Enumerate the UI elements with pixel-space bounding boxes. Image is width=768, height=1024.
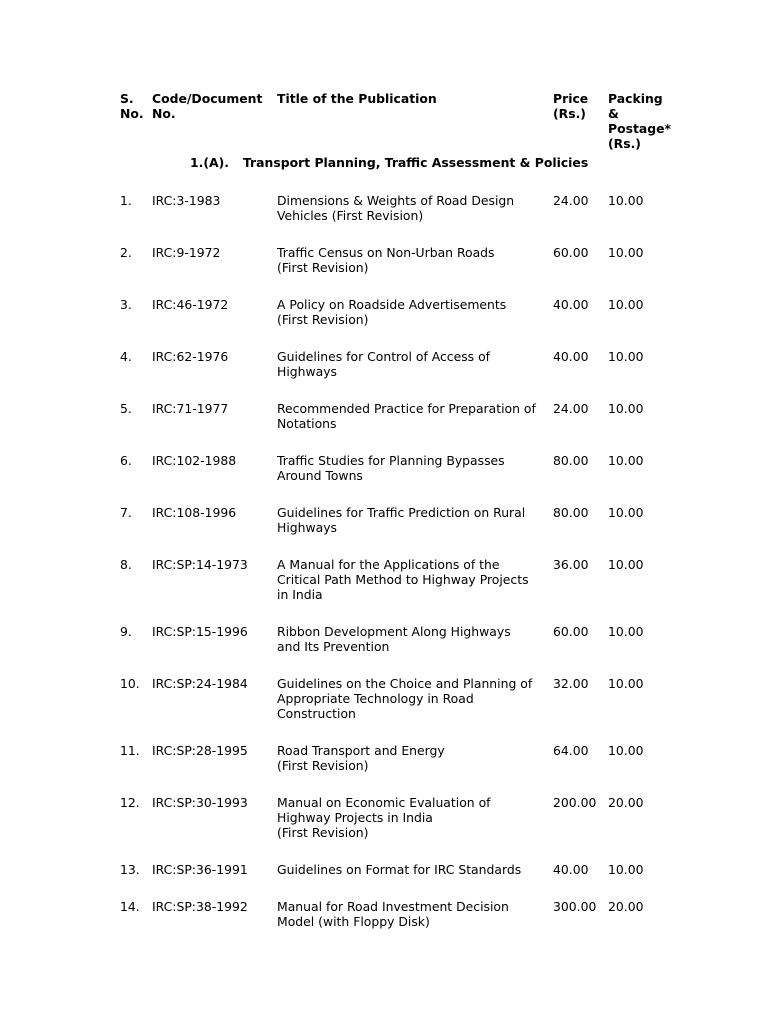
row-serial-number: 11. [120, 743, 140, 758]
row-serial-number: 5. [120, 401, 132, 416]
row-price: 40.00 [553, 349, 589, 364]
row-packing: 10.00 [608, 349, 644, 364]
row-code: IRC:SP:28-1995 [152, 743, 248, 758]
row-price: 80.00 [553, 453, 589, 468]
header-price: Price (Rs.) [553, 91, 589, 121]
row-packing: 10.00 [608, 743, 644, 758]
row-packing: 20.00 [608, 795, 644, 810]
row-packing: 10.00 [608, 297, 644, 312]
row-title: A Policy on Roadside Advertisements (First Revision) [277, 297, 507, 327]
row-price: 36.00 [553, 557, 589, 572]
section-number: 1.(A). [190, 155, 229, 170]
row-code: IRC:108-1996 [152, 505, 237, 520]
row-title: A Manual for the Applications of the Critical Path Method to Highway Projects in India [277, 557, 529, 602]
row-price: 64.00 [553, 743, 589, 758]
row-serial-number: 14. [120, 899, 140, 914]
row-code: IRC:102-1988 [152, 453, 237, 468]
row-code: IRC:SP:38-1992 [152, 899, 248, 914]
row-title: Ribbon Development Along Highways and Its Prevention [277, 624, 511, 654]
row-serial-number: 3. [120, 297, 132, 312]
row-price: 60.00 [553, 245, 589, 260]
row-serial-number: 9. [120, 624, 132, 639]
row-price: 60.00 [553, 624, 589, 639]
row-code: IRC:SP:24-1984 [152, 676, 248, 691]
section-title: Transport Planning, Traffic Assessment & Policies [242, 155, 589, 170]
section-heading [190, 155, 690, 170]
row-price: 40.00 [553, 862, 589, 877]
row-serial-number: 1. [120, 193, 132, 208]
row-code: IRC:SP:14-1973 [152, 557, 248, 572]
row-packing: 10.00 [608, 557, 644, 572]
row-price: 24.00 [553, 401, 589, 416]
row-price: 200.00 [553, 795, 597, 810]
row-title: Recommended Practice for Preparation of Notations [277, 401, 536, 431]
row-packing: 10.00 [608, 401, 644, 416]
row-serial-number: 2. [120, 245, 132, 260]
row-serial-number: 7. [120, 505, 132, 520]
row-title: Guidelines on Format for IRC Standards [277, 862, 522, 877]
row-packing: 10.00 [608, 862, 644, 877]
row-title: Guidelines on the Choice and Planning of Appropriate Technology in Road Construction [277, 676, 533, 721]
row-packing: 10.00 [608, 193, 644, 208]
row-code: IRC:62-1976 [152, 349, 229, 364]
row-title: Manual for Road Investment Decision Model (with Floppy Disk) [277, 899, 509, 929]
row-price: 80.00 [553, 505, 589, 520]
row-packing: 10.00 [608, 453, 644, 468]
header-code-document: Code/Document No. [152, 91, 263, 121]
row-code: IRC:SP:15-1996 [152, 624, 248, 639]
row-serial-number: 8. [120, 557, 132, 572]
row-price: 300.00 [553, 899, 597, 914]
header-packing-postage: Packing & Postage* (Rs.) [608, 91, 672, 151]
row-serial-number: 6. [120, 453, 132, 468]
row-title: Guidelines for Control of Access of Highways [277, 349, 491, 379]
row-packing: 20.00 [608, 899, 644, 914]
row-title: Dimensions & Weights of Road Design Vehicles (First Revision) [277, 193, 515, 223]
row-code: IRC:SP:30-1993 [152, 795, 248, 810]
row-code: IRC:46-1972 [152, 297, 229, 312]
row-packing: 10.00 [608, 676, 644, 691]
row-serial-number: 13. [120, 862, 140, 877]
row-serial-number: 10. [120, 676, 140, 691]
row-title: Traffic Census on Non-Urban Roads (First Revision) [277, 245, 495, 275]
row-title: Road Transport and Energy (First Revision) [277, 743, 445, 773]
row-packing: 10.00 [608, 624, 644, 639]
row-packing: 10.00 [608, 505, 644, 520]
row-serial-number: 12. [120, 795, 140, 810]
row-price: 32.00 [553, 676, 589, 691]
row-serial-number: 4. [120, 349, 132, 364]
row-code: IRC:71-1977 [152, 401, 229, 416]
row-price: 40.00 [553, 297, 589, 312]
row-packing: 10.00 [608, 245, 644, 260]
header-title: Title of the Publication [277, 91, 437, 106]
header-serial-number: S. No. [120, 91, 144, 121]
row-code: IRC:9-1972 [152, 245, 221, 260]
row-code: IRC:SP:36-1991 [152, 862, 248, 877]
row-title: Guidelines for Traffic Prediction on Rural Highways [277, 505, 526, 535]
row-price: 24.00 [553, 193, 589, 208]
row-title: Manual on Economic Evaluation of Highway Projects in India (First Revision) [277, 795, 491, 840]
row-code: IRC:3-1983 [152, 193, 221, 208]
row-title: Traffic Studies for Planning Bypasses Around Towns [277, 453, 505, 483]
